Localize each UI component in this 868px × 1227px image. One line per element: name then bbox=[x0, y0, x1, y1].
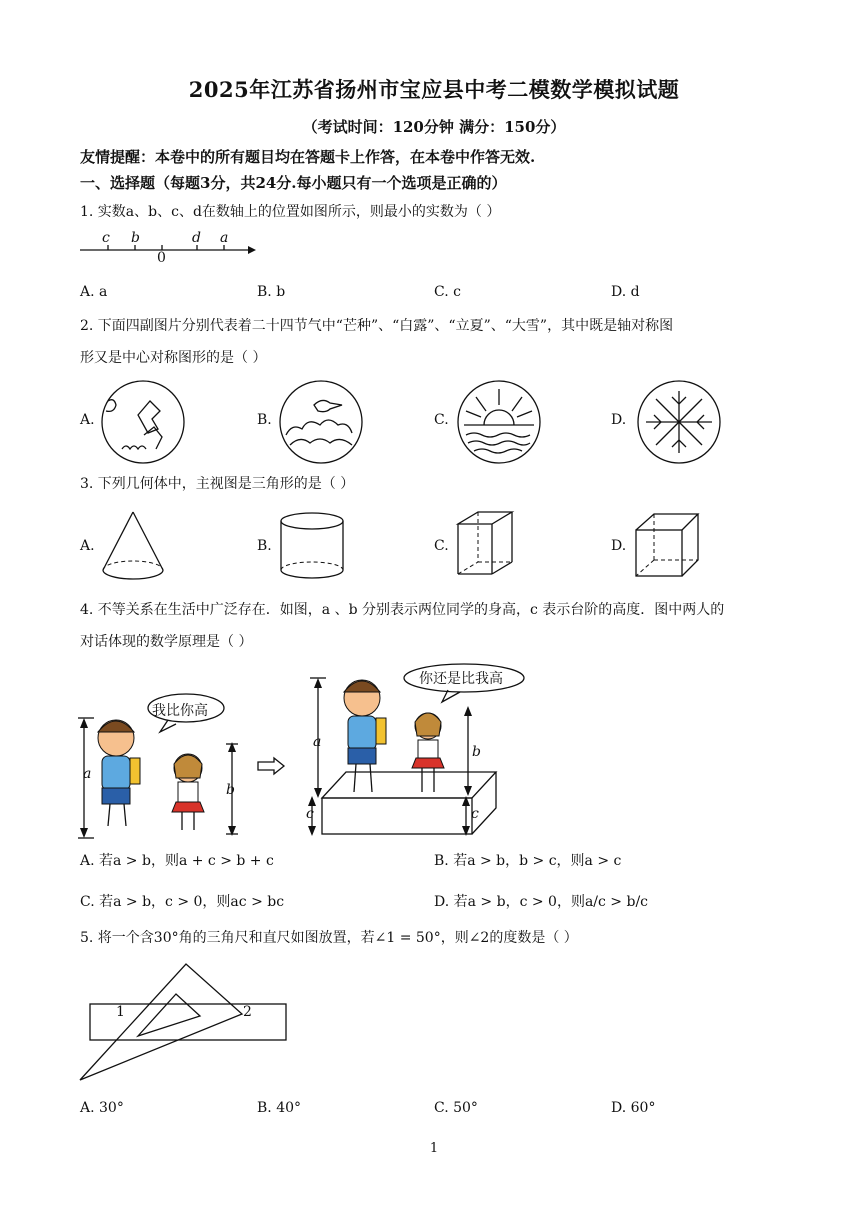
q5-option-c[interactable]: C. 50° bbox=[434, 1100, 478, 1116]
q4-option-d[interactable]: D. 若a > b，c > 0，则a/c > b/c bbox=[434, 894, 648, 910]
label-c-step-right: c bbox=[471, 806, 479, 822]
label-b-left: b bbox=[226, 782, 235, 798]
ruler-triangle-figure bbox=[78, 962, 292, 1084]
question-1-stem: 1. 实数a、b、c、d在数轴上的位置如图所示，则最小的实数为（ ） bbox=[80, 204, 501, 220]
q1-option-d[interactable]: D. d bbox=[611, 284, 640, 300]
q3-option-c[interactable]: C. bbox=[434, 538, 449, 554]
q3-option-d[interactable]: D. bbox=[611, 538, 627, 554]
question-2-stem-line2: 形又是中心对称图形的是（ ） bbox=[80, 350, 267, 366]
q1-option-b[interactable]: B. b bbox=[257, 284, 286, 300]
arrow-right-icon bbox=[256, 757, 286, 775]
solar-term-bailu-icon bbox=[278, 379, 364, 465]
cylinder-figure bbox=[278, 510, 346, 582]
question-4-stem-line2: 对话体现的数学原理是（ ） bbox=[80, 634, 253, 650]
page-number: 1 bbox=[429, 1141, 439, 1156]
page-title: 2025年江苏省扬州市宝应县中考二模数学模拟试题 bbox=[188, 77, 680, 102]
solar-term-daxue-icon bbox=[636, 379, 722, 465]
point-b-label: b bbox=[131, 230, 140, 246]
question-3-stem: 3. 下列几何体中，主视图是三角形的是（ ） bbox=[80, 476, 355, 492]
q5-option-a[interactable]: A. 30° bbox=[80, 1100, 124, 1116]
question-5-stem: 5. 将一个含30°角的三角尺和直尺如图放置，若∠1 = 50°，则∠2的度数是（ ） bbox=[80, 930, 578, 946]
label-a-right: a bbox=[313, 734, 322, 750]
q4-option-c[interactable]: C. 若a > b，c > 0，则ac > bc bbox=[80, 894, 285, 910]
bubble-left-text: 我比你高 bbox=[152, 703, 208, 719]
angle-1-label: 1 bbox=[116, 1004, 125, 1020]
solar-term-lixia-icon bbox=[456, 379, 542, 465]
label-b-right: b bbox=[472, 744, 481, 760]
exam-info: （考试时间：120分钟 满分：150分） bbox=[302, 118, 566, 136]
triangular-prism-figure bbox=[456, 510, 520, 582]
point-d-label: d bbox=[192, 230, 201, 246]
section-heading: 一、选择题（每题3分，共24分.每小题只有一个选项是正确的） bbox=[80, 174, 507, 192]
q3-option-b[interactable]: B. bbox=[257, 538, 272, 554]
q1-option-a[interactable]: A. a bbox=[80, 284, 108, 300]
cone-figure bbox=[100, 510, 166, 582]
q5-option-d[interactable]: D. 60° bbox=[611, 1100, 656, 1116]
q4-option-a[interactable]: A. 若a > b，则a + c > b + c bbox=[80, 853, 274, 869]
label-a-left: a bbox=[83, 766, 92, 782]
q2-option-a[interactable]: A. bbox=[80, 412, 95, 428]
q5-option-b[interactable]: B. 40° bbox=[257, 1100, 302, 1116]
solar-term-mangzhong-icon bbox=[100, 379, 186, 465]
q2-option-c[interactable]: C. bbox=[434, 412, 449, 428]
cube-figure bbox=[634, 512, 702, 580]
q3-option-a[interactable]: A. bbox=[80, 538, 95, 554]
question-4-stem-line1: 4. 不等关系在生活中广泛存在．如图，a 、b 分别表示两位同学的身高，c 表示台阶的高度．图中两人的 bbox=[80, 602, 725, 618]
origin-label: 0 bbox=[157, 250, 166, 266]
point-a-label: a bbox=[220, 230, 229, 246]
label-c-step-left: c bbox=[306, 806, 314, 822]
bubble-right-text: 你还是比我高 bbox=[419, 671, 503, 687]
angle-2-label: 2 bbox=[243, 1004, 252, 1020]
q2-option-b[interactable]: B. bbox=[257, 412, 272, 428]
q1-option-c[interactable]: C. c bbox=[434, 284, 461, 300]
question-2-stem-line1: 2. 下面四副图片分别代表着二十四节气中“芒种”、“白露”、“立夏”、“大雪”，其中既是轴对称图 bbox=[80, 318, 674, 334]
q4-option-b[interactable]: B. 若a > b，b > c，则a > c bbox=[434, 853, 622, 869]
reminder-text: 友情提醒：本卷中的所有题目均在答题卡上作答，在本卷中作答无效. bbox=[80, 148, 536, 166]
point-c-label: c bbox=[102, 230, 110, 246]
q2-option-d[interactable]: D. bbox=[611, 412, 627, 428]
